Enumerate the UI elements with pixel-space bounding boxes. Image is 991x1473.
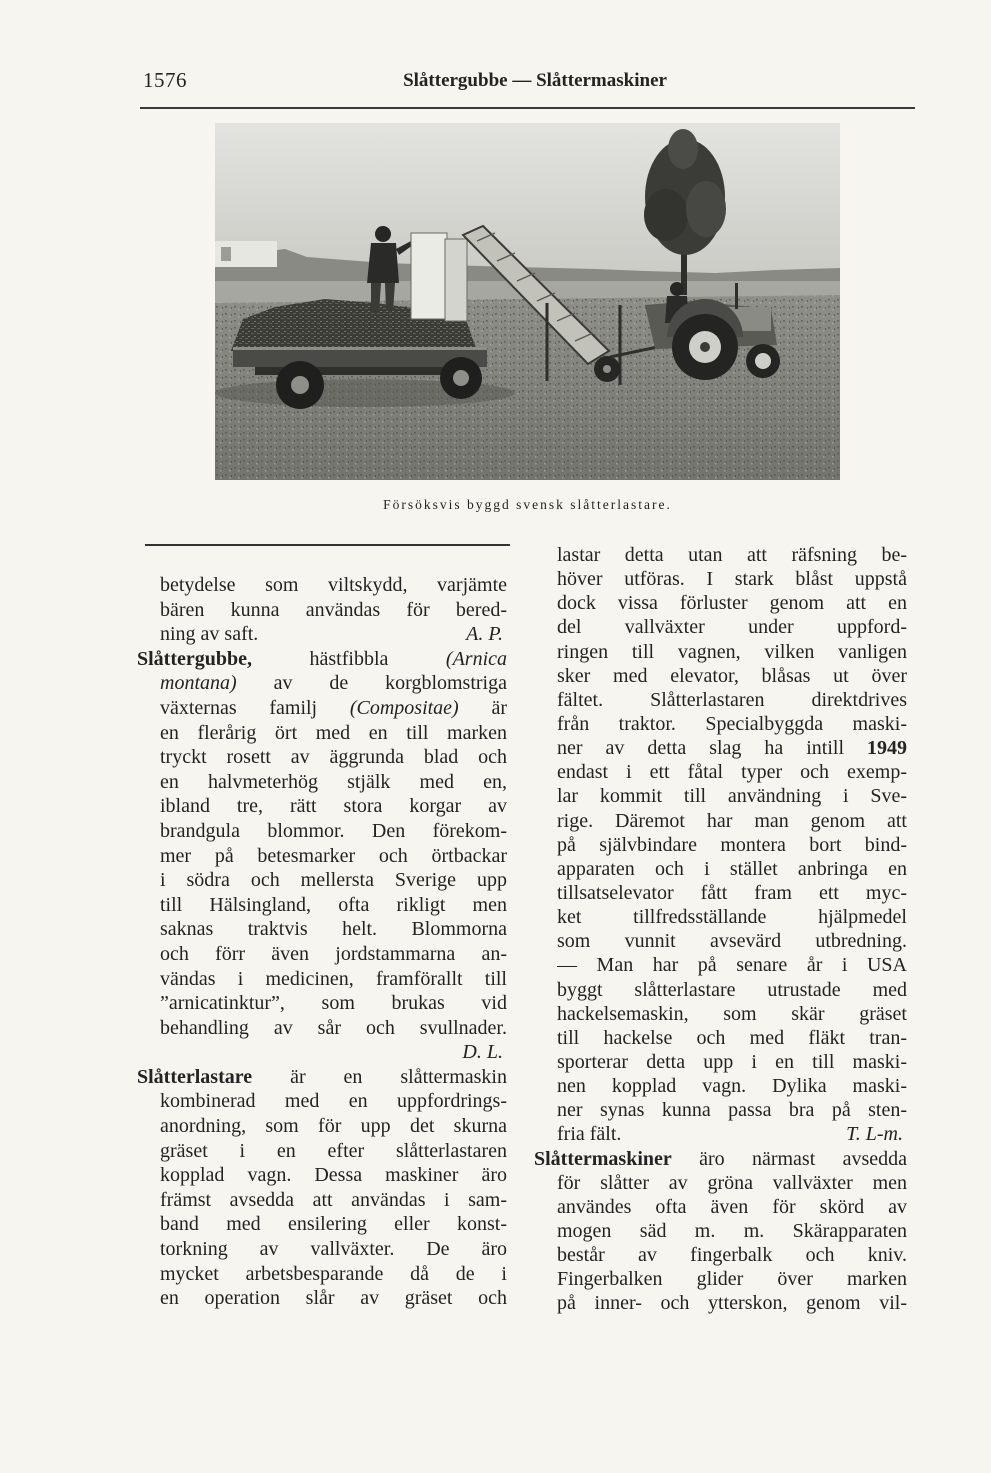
text-line: saknas traktvis helt. Blommorna [160, 918, 507, 941]
text-line: apparaten och i stället anbringa en [557, 857, 907, 880]
text-line: lar kommit till användning i Sve- [557, 785, 907, 808]
text-line: mer på betesmarker och örtbackar [160, 844, 507, 867]
text-line: nen kopplad vagn. Dylika maski- [557, 1075, 907, 1098]
headword: Slåttermaskiner [534, 1147, 672, 1170]
trailer-wheel-front [440, 357, 482, 399]
entry-first-line [534, 1147, 907, 1171]
text-line: kopplad vagn. Dessa maskiner äro [160, 1164, 507, 1187]
text-line: brandgula blommor. Den förekom- [160, 819, 507, 842]
text-line-with-signature [160, 622, 507, 647]
headword: Slåttergubbe, [137, 647, 252, 670]
text-line: en halvmeterhög stjälk med en, [160, 770, 507, 793]
text-line: endast i ett fåtal typer och exemp- [557, 761, 907, 784]
text-line: bären kunna användas för bered- [160, 598, 507, 621]
latin-name: (Arnica [445, 647, 507, 670]
text-line: från traktor. Specialbyggda maski- [557, 712, 907, 735]
text-segment: är [458, 696, 507, 719]
figure-photo [215, 123, 840, 480]
text-line: ket tillfredsställande hjälpmedel [557, 906, 907, 929]
tractor-front-wheel [746, 344, 780, 378]
latin-name: (Compositae) [349, 696, 459, 719]
photo-hay-loader [215, 123, 840, 480]
text-line: tryckt rosett av äggrunda blad och [160, 746, 507, 769]
text-line: del vallväxter under uppford- [557, 616, 907, 639]
text-line: vändas i medicinen, framförallt till [160, 967, 507, 990]
text-line: Fingerbalken glider över marken [557, 1268, 907, 1291]
text-line: på inner- och ytterskon, genom vil- [557, 1292, 907, 1315]
text-line: ringen till vagnen, vilken vanligen [557, 640, 907, 663]
figure-caption: Försöksvis byggd svensk slåtterlastare. [383, 497, 672, 512]
text-line [160, 671, 507, 696]
text-line: ibland tre, rätt stora korgar av [160, 795, 507, 818]
text-line: sker med elevator, blåsas ut över [557, 664, 907, 687]
text-line: sporterar detta upp i en till maski- [557, 1050, 907, 1073]
text-segment: äro närmast avsedda [671, 1147, 907, 1170]
text-line: band med ensilering eller konst- [160, 1213, 507, 1236]
text-segment: ning av saft. [160, 623, 259, 646]
author-signature: A. P. [466, 623, 503, 646]
text-line: ”arnicatinktur”, som brukas vid [160, 992, 507, 1015]
text-line: som vunnit avsevärd utbredning. [557, 930, 907, 953]
page-number: 1576 [143, 68, 187, 92]
text-line: dock vissa förluster genom att en [557, 592, 907, 615]
text-line: användes ofta även för skörd av [557, 1195, 907, 1218]
text-line: byggt slåtterlastare utrustade med [557, 978, 907, 1001]
trailer-wheel-rear [276, 361, 324, 409]
text-segment: av de korgblomstriga [236, 672, 507, 695]
text-segment: ner av detta slag ha intill [557, 737, 867, 760]
text-line: behandling av sår och svullnader. [160, 1016, 507, 1039]
text-line: — Man har på senare år i USA [557, 954, 907, 977]
right-column [534, 543, 907, 1316]
header-rule [140, 107, 915, 109]
text-line: betydelse som viltskydd, varjämte [160, 574, 507, 596]
text-line: tillsatselevator fått fram ett myc- [557, 881, 907, 904]
tractor-exhaust [735, 283, 738, 309]
text-line: fältet. Slåtterlastaren direktdrives [557, 688, 907, 711]
text-line: en flerårig ört med en till marken [160, 721, 507, 744]
author-signature: T. L-m. [846, 1123, 903, 1146]
text-line: består av fingerbalk och kniv. [557, 1244, 907, 1267]
text-segment: är en slåttermaskin [252, 1065, 507, 1088]
text-line: en operation slår av gräset och [160, 1287, 507, 1310]
text-line: hackelsemaskin, som skär gräset [557, 1002, 907, 1025]
text-line: rige. Däremot har man genom att [557, 809, 907, 832]
column-rule [145, 544, 510, 546]
distant-shed-detail [221, 247, 231, 261]
text-line: anordning, som för upp det skurna [160, 1115, 507, 1138]
entry-first-line [137, 647, 507, 672]
text-line: mycket arbetsbesparande då de i [160, 1262, 507, 1285]
text-line: kombinerad med en uppfordrings- [160, 1090, 507, 1113]
text-line: ner synas kunna passa bra på sten- [557, 1099, 907, 1122]
running-title: Slåttergubbe — Slåttermaskiner [403, 70, 667, 91]
text-segment: växternas familj [160, 696, 350, 719]
text-segment: hästfibbla [252, 647, 446, 670]
text-line: för slåtter av gröna vallväxter men [557, 1171, 907, 1194]
tractor-rear-wheel [672, 314, 738, 380]
hopper-panels [411, 233, 467, 321]
headword: Slåtterlastare [137, 1065, 253, 1088]
text-line: lastar detta utan att räfsning be- [557, 544, 907, 566]
text-line: främst avsedda att användas i sam- [160, 1188, 507, 1211]
signature-line [160, 1040, 507, 1065]
author-signature: D. L. [462, 1041, 503, 1064]
latin-name: montana) [160, 672, 237, 695]
left-column [137, 573, 507, 1311]
text-line: mogen säd m. m. Skärapparaten [557, 1219, 907, 1242]
text-line-with-signature [557, 1122, 907, 1146]
text-line: och förr även jordstammarna an- [160, 942, 507, 965]
text-line: i södra och mellersta Sverige upp [160, 869, 507, 892]
text-line: torkning av vallväxter. De äro [160, 1238, 507, 1261]
text-line: höver utföras. I stark blåst uppstå [557, 568, 907, 591]
text-line: gräset i en efter slåtterlastaren [160, 1139, 507, 1162]
text-line [557, 736, 907, 760]
text-line: till Hälsingland, ofta rikligt men [160, 893, 507, 916]
text-line: till hackelse och med fläkt tran- [557, 1026, 907, 1049]
year: 1949 [867, 737, 907, 760]
text-segment: fria fält. [557, 1123, 622, 1146]
entry-first-line [137, 1065, 507, 1090]
text-line: på självbindare montera bort bind- [557, 833, 907, 856]
text-line [160, 696, 507, 721]
